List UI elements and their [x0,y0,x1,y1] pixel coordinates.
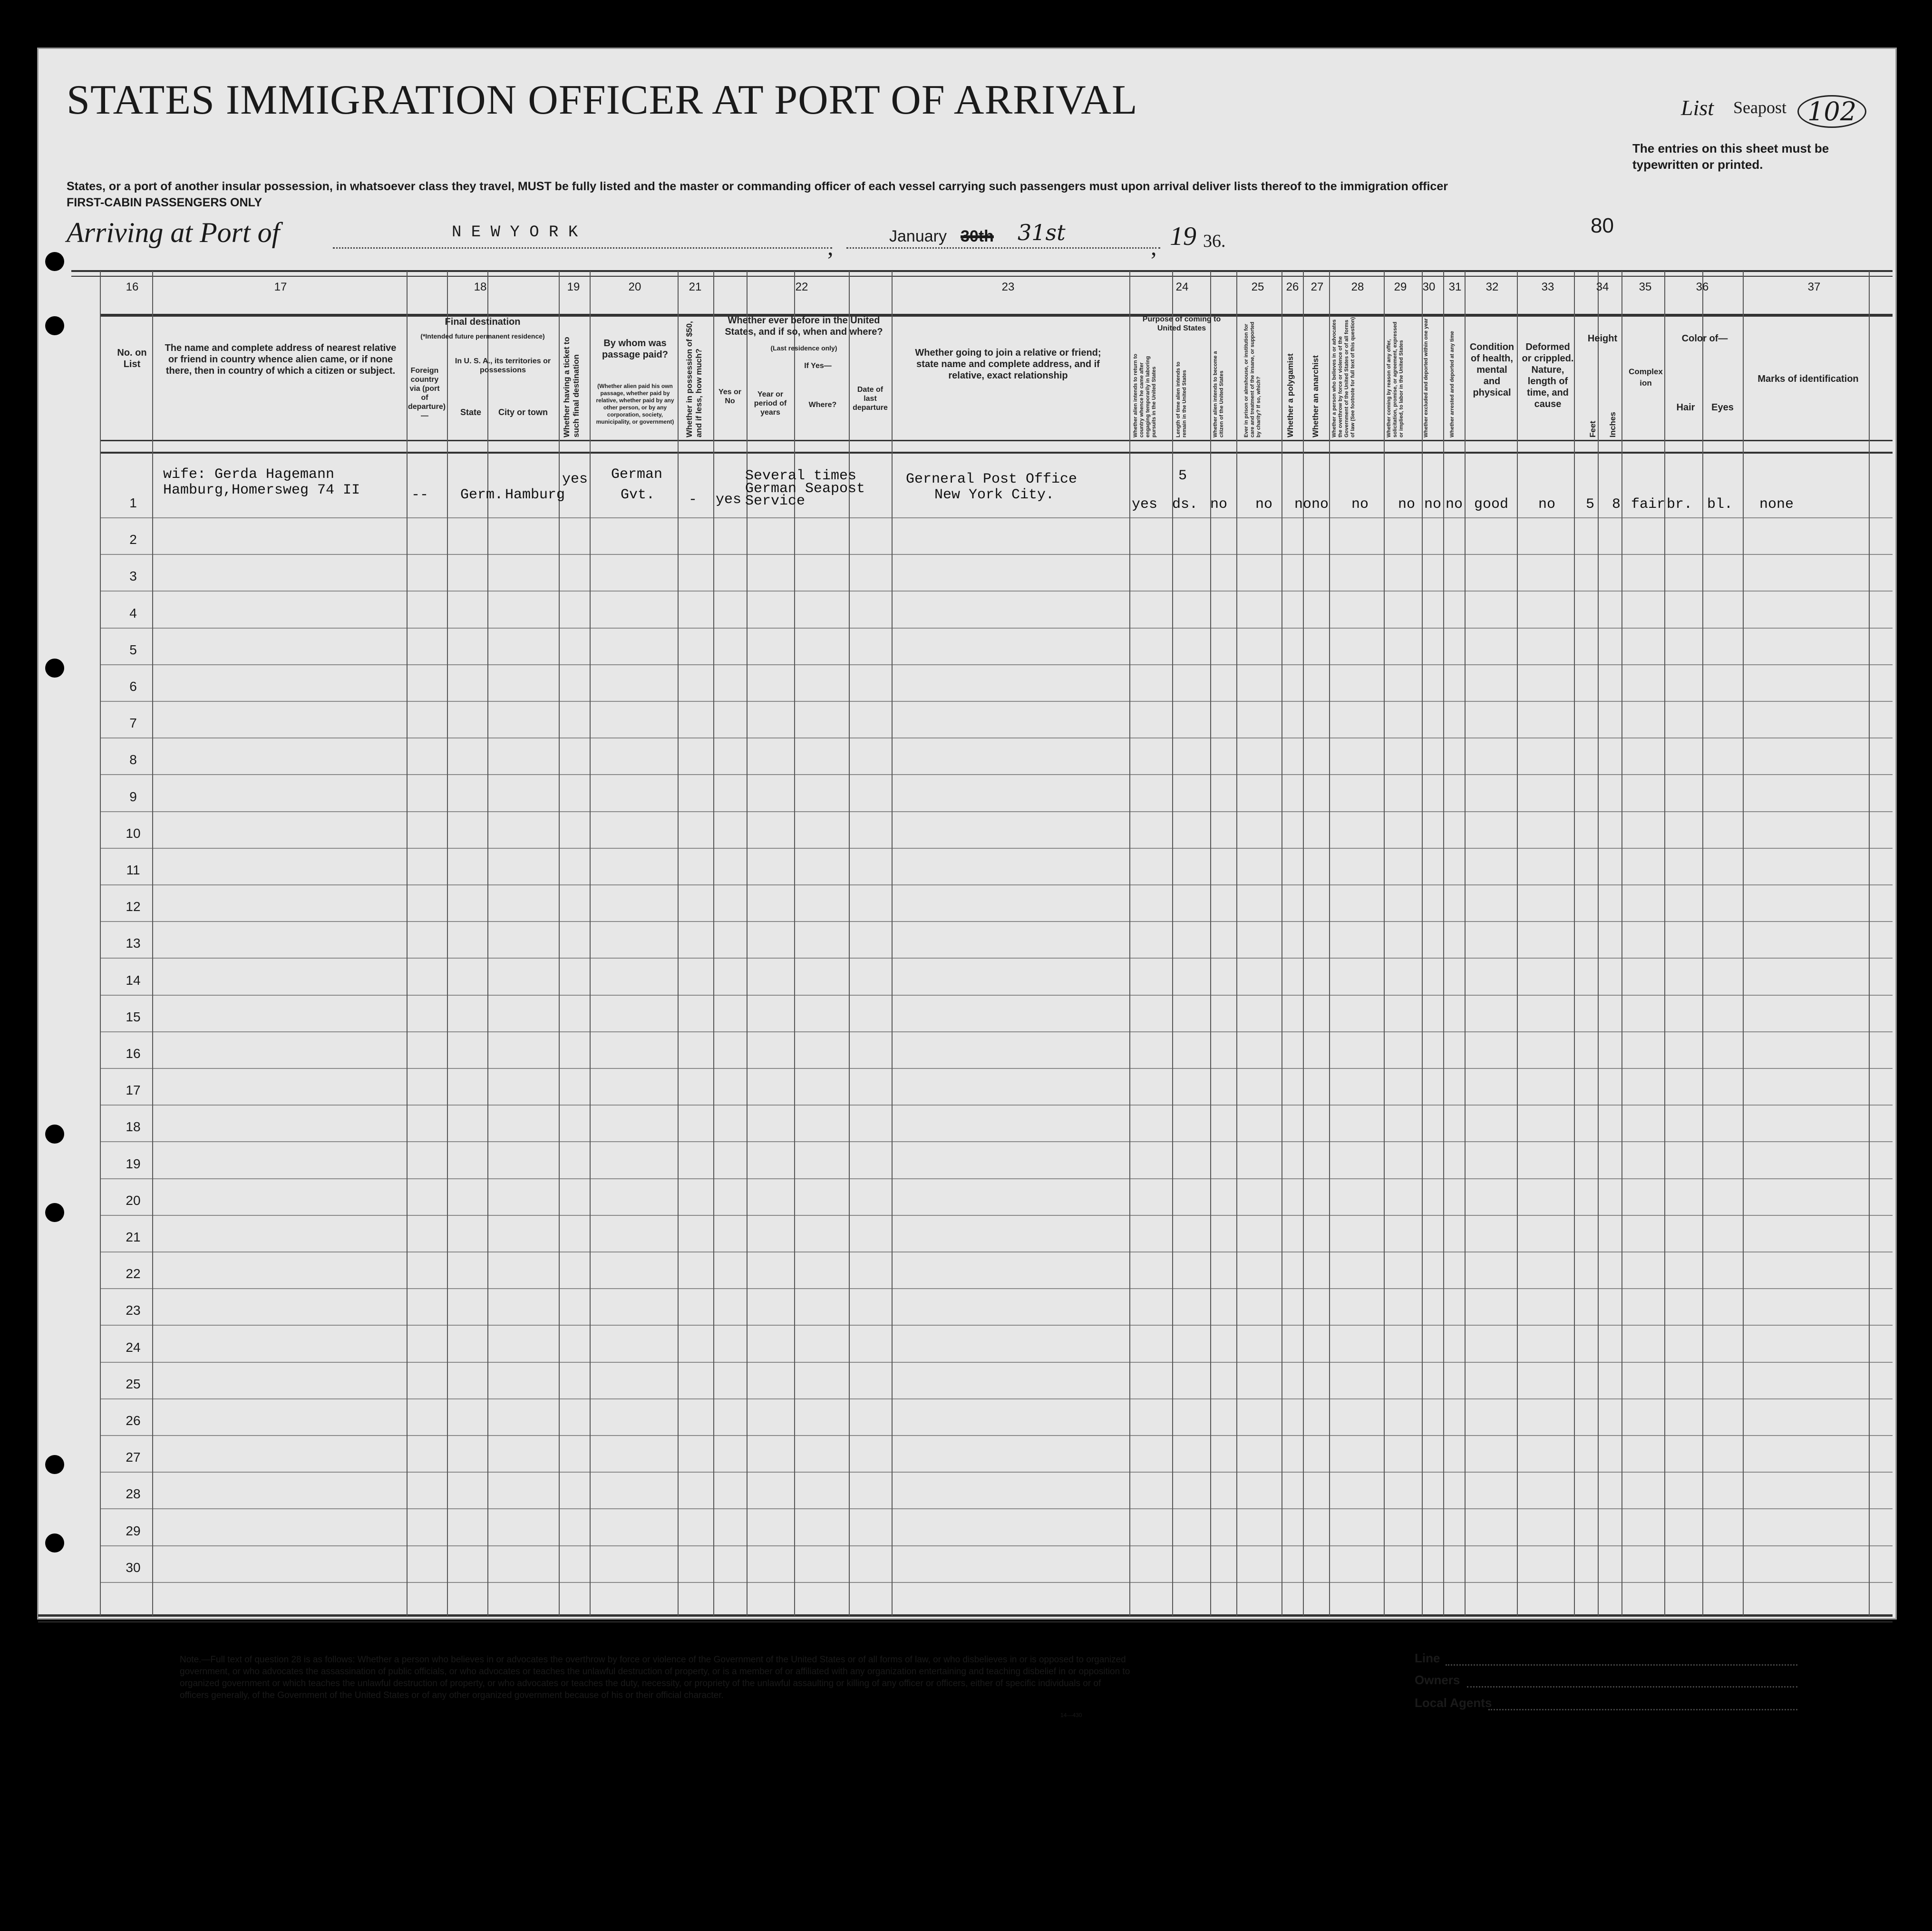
row-rule [100,1288,1893,1289]
row-rule [100,1545,1893,1546]
hdr-in-usa: In U. S. A., its territories or possessions [455,357,551,374]
row-number: 4 [129,605,137,621]
column-rule [1465,271,1466,1616]
header-rule-top [71,270,1893,272]
row-number: 26 [126,1413,141,1428]
row-number: 27 [126,1450,141,1465]
row-rule [100,1508,1893,1509]
cell-join-line2: New York City. [934,487,1055,503]
cell-excluded: no [1424,496,1442,513]
column-rule [590,271,591,1616]
row-rule [100,921,1893,922]
column-rule [1129,271,1130,1616]
row-number: 10 [126,825,141,841]
cell-purpose-a: yes [1132,496,1158,513]
row-rule [100,848,1893,849]
row-rule [100,1435,1893,1436]
row-number: 17 [126,1083,141,1098]
row-number: 15 [126,1009,141,1024]
cell-complexion: fair [1631,496,1666,513]
hdr-passage-paid: By whom was passage paid? [602,338,668,360]
row-number: 25 [126,1376,141,1391]
struck-day: 30th [961,227,994,245]
col-number-24: 24 [1175,281,1189,293]
row-number: 14 [126,972,141,988]
row-number: 12 [126,899,141,914]
hdr-condition: Condition of health, mental and physical [1469,342,1515,398]
row-number: 21 [126,1230,141,1244]
row-number: 11 [126,863,140,877]
row-number: 6 [129,679,137,694]
column-rule [152,271,153,1616]
col-number-36: 36 [1696,281,1709,293]
column-rule [1236,271,1237,1616]
col-number-35: 35 [1639,281,1652,293]
column-rule [1664,271,1665,1616]
col-number-19: 19 [567,281,580,293]
col-number-17: 17 [274,281,287,293]
row-number: 8 [129,752,137,767]
row-number: 29 [126,1523,141,1538]
cell-hair: br. [1667,496,1693,513]
row-rule [100,664,1893,665]
cell-feet: 5 [1586,496,1595,513]
port-value: N E W Y O R K [452,223,578,242]
col-number-31: 31 [1448,281,1462,293]
col-number-30: 30 [1422,281,1436,293]
hdr-polygamist: Whether a polygamist [1286,353,1295,437]
year-prefix: 19 [1170,222,1196,251]
cell-purpose-c: no [1210,496,1228,513]
col-number-25: 25 [1251,281,1264,293]
header-rule-thick [100,314,1893,317]
row-rule [100,884,1893,885]
hdr-prison: Ever in prison or almshouse, or institution for care and treatment of the insane, or supported by charity? If so, which? [1243,321,1262,437]
hdr-inches: Inches [1608,412,1617,437]
cell-fifty: - [689,492,698,508]
row-number: 13 [126,936,141,951]
column-rule [1574,271,1575,1616]
column-rule [407,271,408,1616]
port-dotted-line [333,247,832,249]
row-rule [100,1582,1893,1583]
row-rule [100,774,1893,775]
hdr-state: State [460,408,481,417]
body-rule-top [100,452,1893,454]
row-rule [100,1215,1893,1216]
hdr-excluded: Whether excluded and deported within one year [1423,318,1429,437]
column-rule [1598,271,1599,1616]
column-rule [1329,271,1330,1616]
hdr-offer: Whether coming by reason of any offer, solicitation, promise, or agreement, expressed or implied, to labor in the United States [1386,321,1404,437]
col-number-37: 37 [1807,281,1821,293]
hdr-year-period: Year or period of years [754,390,787,417]
cell-ever-before: yes [716,492,742,508]
cell-passage-line1: German [611,466,663,483]
column-rule [1422,271,1423,1616]
row-number: 30 [126,1560,141,1575]
column-rule [1621,271,1622,1616]
column-rule [1303,271,1304,1616]
col-number-22: 22 [795,281,808,293]
hdr-purpose-c: Whether alien intends to become a citizen of the United States [1213,351,1224,437]
cell-condition: good [1474,496,1509,513]
cell-marks: none [1759,496,1794,513]
hdr-deformed: Deformed or crippled. Nature, length of time, and cause [1522,342,1574,409]
col-number-29: 29 [1394,281,1407,293]
cell-arrested: no [1446,496,1463,513]
column-rule [1384,271,1385,1616]
column-rule [1517,271,1518,1616]
col-number-16: 16 [126,281,139,293]
row-number: 16 [126,1046,141,1061]
column-rule [559,271,560,1616]
binder-hole [45,316,64,335]
hdr-relative: The name and complete address of nearest relative or friend in country whence alien came, or if none there, then in country of which a citizen or subject. [165,343,397,376]
hdr-last-residence: (Last residence only) [770,344,837,352]
comma-mark: , [827,233,834,260]
hdr-join-relative: Whether going to join a relative or friend; state name and complete address, and if relative, exact relationship [915,348,1101,381]
row-rule [100,995,1893,996]
page-title: STATES IMMIGRATION OFFICER AT PORT OF ARRIVAL [67,77,1138,123]
binder-hole [45,252,64,271]
row-rule [100,1105,1893,1106]
col-number-32: 32 [1485,281,1499,293]
row-rule [100,517,1893,518]
arriving-port-label: Arriving at Port of [67,217,280,248]
col-number-23: 23 [1001,281,1015,293]
cell-purpose-b-line2: ds. [1172,496,1198,513]
cell-eyes: bl. [1707,496,1733,513]
list-label: List [1681,96,1714,120]
list-number: 102 [1797,95,1866,128]
hdr-no-on-list: No. on List [117,348,147,369]
cell-relative-line1: wife: Gerda Hagemann [163,466,335,483]
header-rule-bottom [100,440,1893,441]
col-number-26: 26 [1286,281,1299,293]
binder-hole [45,1203,64,1222]
cell-year-line3: Service [745,493,806,509]
row-number: 24 [126,1339,141,1355]
col-number-18: 18 [474,281,487,293]
hdr-date-departure: Date of last departure [853,386,888,412]
agents-label: Local Agents [1415,1696,1492,1710]
row-number: 23 [126,1303,141,1318]
row-number: 28 [126,1486,141,1502]
day-value: 31st [1018,220,1066,245]
row-rule [100,1068,1893,1069]
row-number: 5 [129,642,137,657]
hdr-foreign-country: Foreign country via (port of departure)— [408,367,446,420]
cell-overthrow: no [1351,496,1369,513]
cell-state: Germ. [460,487,504,503]
line-dotted [1446,1664,1797,1666]
page-number: 80 [1591,214,1614,237]
column-rule [713,271,714,1616]
line-label: Line [1415,1651,1440,1665]
column-rule [100,271,101,1616]
hdr-purpose-a: Whether alien intends to return to country whence he came after engaging temporarily in laboring pursuits in the United States [1133,353,1157,437]
cell-join-line1: Gerneral Post Office [906,471,1078,487]
manifest-sheet [37,48,1897,1620]
binder-hole [45,1125,64,1144]
row-rule [100,958,1893,959]
hdr-feet: Feet [1588,421,1597,437]
instruction-text: States, or a port of another insular possession, in whatsoever class they travel, MUST be fully listed and the master or commanding officer of each vessel carrying such passengers must upon arrival deliver lists thereof to the immigration officer [67,180,1448,193]
footnote-text: Note.—Full text of question 28 is as follows: Whether a person who believes in or advocates the overthrow by force or violence of the Government of the United States or of all forms of law, or who disbelieves in or is opposed to organized government, or who advocates the assassination of public officials, or who advocates or teaches the unlawful destruction of property, or is a member of or affiliated with any organization entertaining and teaching disbelief in or opposition to organized government or which teaches the unlawful destruction of property, or who advocates or teaches the duty, necessity, or propriety of the unlawful assaulting or killing of any officer or officers, either of specific individuals or of officers generally, of the Government of the United States or of any other organized government because of his or their official character. [180,1655,1130,1700]
cell-ticket: yes [562,471,588,487]
hdr-marks: Marks of identification [1757,374,1859,384]
row-number: 9 [129,789,137,804]
hdr-ticket: Whether having a ticket to such final destination [562,337,581,437]
cell-year-line1: Several times [745,468,857,484]
row-rule [100,1031,1893,1032]
row-rule [100,591,1893,592]
col-number-28: 28 [1351,281,1364,293]
cell-deformed: no [1538,496,1556,513]
column-rule [1743,271,1744,1616]
column-rule [487,271,488,1616]
column-rule [892,271,893,1616]
row-number: 19 [126,1156,141,1171]
binder-hole [45,1455,64,1474]
hdr-passage-note: (Whether alien paid his own passage, whether paid by relative, whether paid by any other person, or by any corporation, society, municipality, or government) [596,383,674,425]
column-rule [1210,271,1211,1616]
hdr-height: Height [1587,333,1618,344]
list-value: Seapost [1733,98,1786,117]
row-number: 3 [129,569,137,584]
row-rule [100,701,1893,702]
row-rule [100,1325,1893,1326]
year-suffix: 36. [1203,231,1226,251]
cell-anarchist: no [1311,496,1329,513]
form-code: 14—430 [1060,1712,1082,1718]
entries-note: The entries on this sheet must be typewritten or printed. [1632,141,1829,172]
row-number: 1 [129,495,137,510]
hdr-complexion: Complexion [1629,367,1663,388]
column-rule [447,271,448,1616]
column-rule [678,271,679,1616]
hdr-color-of: Color of— [1681,333,1728,344]
hdr-final-destination: Final destination [445,317,521,327]
col-number-27: 27 [1311,281,1324,293]
hdr-ever-before: Whether ever before in the United States, and if so, when and where? [725,315,883,337]
body-rule-bottom [38,1614,1893,1617]
hdr-city: City or town [498,408,548,417]
agents-dotted [1488,1709,1797,1710]
column-rule [1869,271,1870,1616]
col-number-34: 34 [1596,281,1609,293]
hdr-fifty-dollars: Whether in possession of $50, and if less, how much? [685,321,703,437]
cell-polygamist: no [1294,496,1312,513]
hdr-eyes: Eyes [1711,402,1734,413]
row-rule [100,628,1893,629]
row-number: 20 [126,1193,141,1208]
header-rule-top-2 [71,276,1893,277]
hdr-purpose-b: Length of time alien intends to remain in the United States [1175,361,1187,437]
column-rule [1443,271,1444,1616]
owners-label: Owners [1415,1673,1460,1687]
first-cabin-label: FIRST-CABIN PASSENGERS ONLY [67,196,262,209]
row-rule [100,1398,1893,1399]
row-rule [100,1362,1893,1363]
hdr-if-yes: If Yes— [804,362,832,370]
cell-year-line2: German Seapost [745,481,865,497]
owners-dotted [1467,1686,1797,1688]
binder-hole [45,659,64,678]
row-rule [100,1141,1893,1142]
hdr-overthrow: Whether a person who believes in or advocates the overthrow by force or violence of the Government of the United States or of all forms of law (See footnote for full text of this question) [1331,317,1356,437]
date-dotted-line [846,247,1160,249]
row-number: 18 [126,1119,141,1135]
cell-inches: 8 [1612,496,1621,513]
cell-city: Hamburg [505,487,565,503]
cell-foreign-country: -- [411,487,429,503]
cell-passage-line2: Gvt. [621,487,655,503]
column-rule [1172,271,1173,1616]
row-rule [100,554,1893,555]
hdr-hair: Hair [1676,402,1695,413]
month-value: January [889,227,947,245]
cell-relative-line2: Hamburg,Homersweg 74 II [163,482,360,498]
cell-prison: no [1255,496,1273,513]
row-rule [100,1178,1893,1179]
cell-purpose-b-line1: 5 [1178,468,1187,484]
row-number: 2 [129,532,137,547]
binder-hole [45,1533,64,1553]
hdr-arrested: Whether arrested and deported at any time [1449,331,1455,437]
hdr-anarchist: Whether an anarchist [1311,355,1320,437]
column-rule [1702,271,1703,1616]
cell-offer: no [1398,496,1416,513]
row-number: 7 [129,716,137,731]
body-rule-bottom-2 [38,1621,1893,1622]
row-rule [100,811,1893,812]
col-number-21: 21 [689,281,702,293]
hdr-purpose: Purpose of coming to United States [1142,315,1221,332]
comma-mark-2: , [1151,233,1157,260]
hdr-where: Where? [808,401,837,409]
row-number: 22 [126,1266,141,1281]
hdr-final-destination-note: (*Intended future permanent residence) [420,332,545,340]
col-number-33: 33 [1541,281,1554,293]
row-rule [100,1472,1893,1473]
col-number-20: 20 [628,281,641,293]
row-rule [100,737,1893,738]
hdr-yes-or-no: Yes or No [718,388,742,405]
